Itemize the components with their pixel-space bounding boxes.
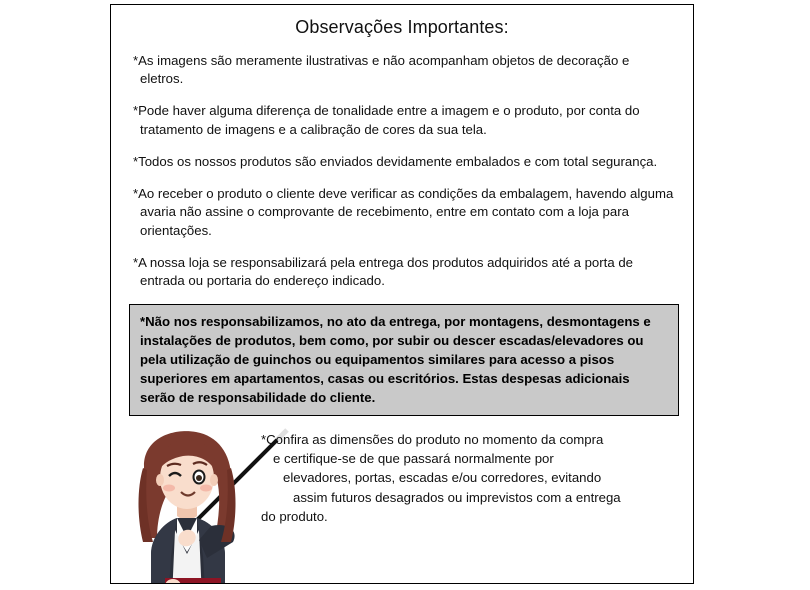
- note-item-4: *Ao receber o produto o cliente deve verificar as condições da embalagem, havendo alguma avaria não assine o comprovante de recebimento, entre em contato com a loja para orientações.: [133, 186, 674, 238]
- final-note-line-4: assim futuros desagrados ou imprevistos com a entrega: [293, 489, 621, 505]
- note-item-1: *As imagens são meramente ilustrativas e não acompanham objetos de decoração e eletros.: [133, 53, 630, 87]
- note-item-2: *Pode haver alguma diferença de tonalidade entre a imagem e o produto, por conta do tratamento de imagens e a calibração de cores da sua tela.: [133, 103, 640, 137]
- final-note-line-2: e certifique-se de que passará normalmente por: [273, 451, 554, 467]
- highlight-disclaimer-box: [129, 304, 679, 416]
- observations-panel: [110, 4, 694, 584]
- final-note: [261, 430, 673, 526]
- final-note-line-1: *Confira as dimensões do produto no momento da compra: [261, 432, 604, 448]
- final-note-line-5: do produto.: [261, 508, 328, 524]
- final-note-line-3: elevadores, portas, escadas e/ou corredores, evitando: [283, 470, 602, 486]
- note-item-3: *Todos os nossos produtos são enviados devidamente embalados e com total segurança.: [133, 153, 658, 169]
- highlight-disclaimer-text: *Não nos responsabilizamos, no ato da entrega, por montagens, desmontagens e instalações de produtos, bem como, por subir ou descer escadas/elevadores ou pela utilização de guinchos ou equipamentos similares para acesso a pisos superiores em apartamentos, casas ou escritórios. Estas despesas adicionais serão de responsabilidade do cliente.: [140, 314, 651, 406]
- bottom-illustration-area: [111, 426, 693, 584]
- note-item-5: *A nossa loja se responsabilizará pela entrega dos produtos adquiridos até a porta de entrada ou portaria do endereço indicado.: [133, 254, 633, 288]
- page-title: Observações Importantes:: [295, 17, 509, 37]
